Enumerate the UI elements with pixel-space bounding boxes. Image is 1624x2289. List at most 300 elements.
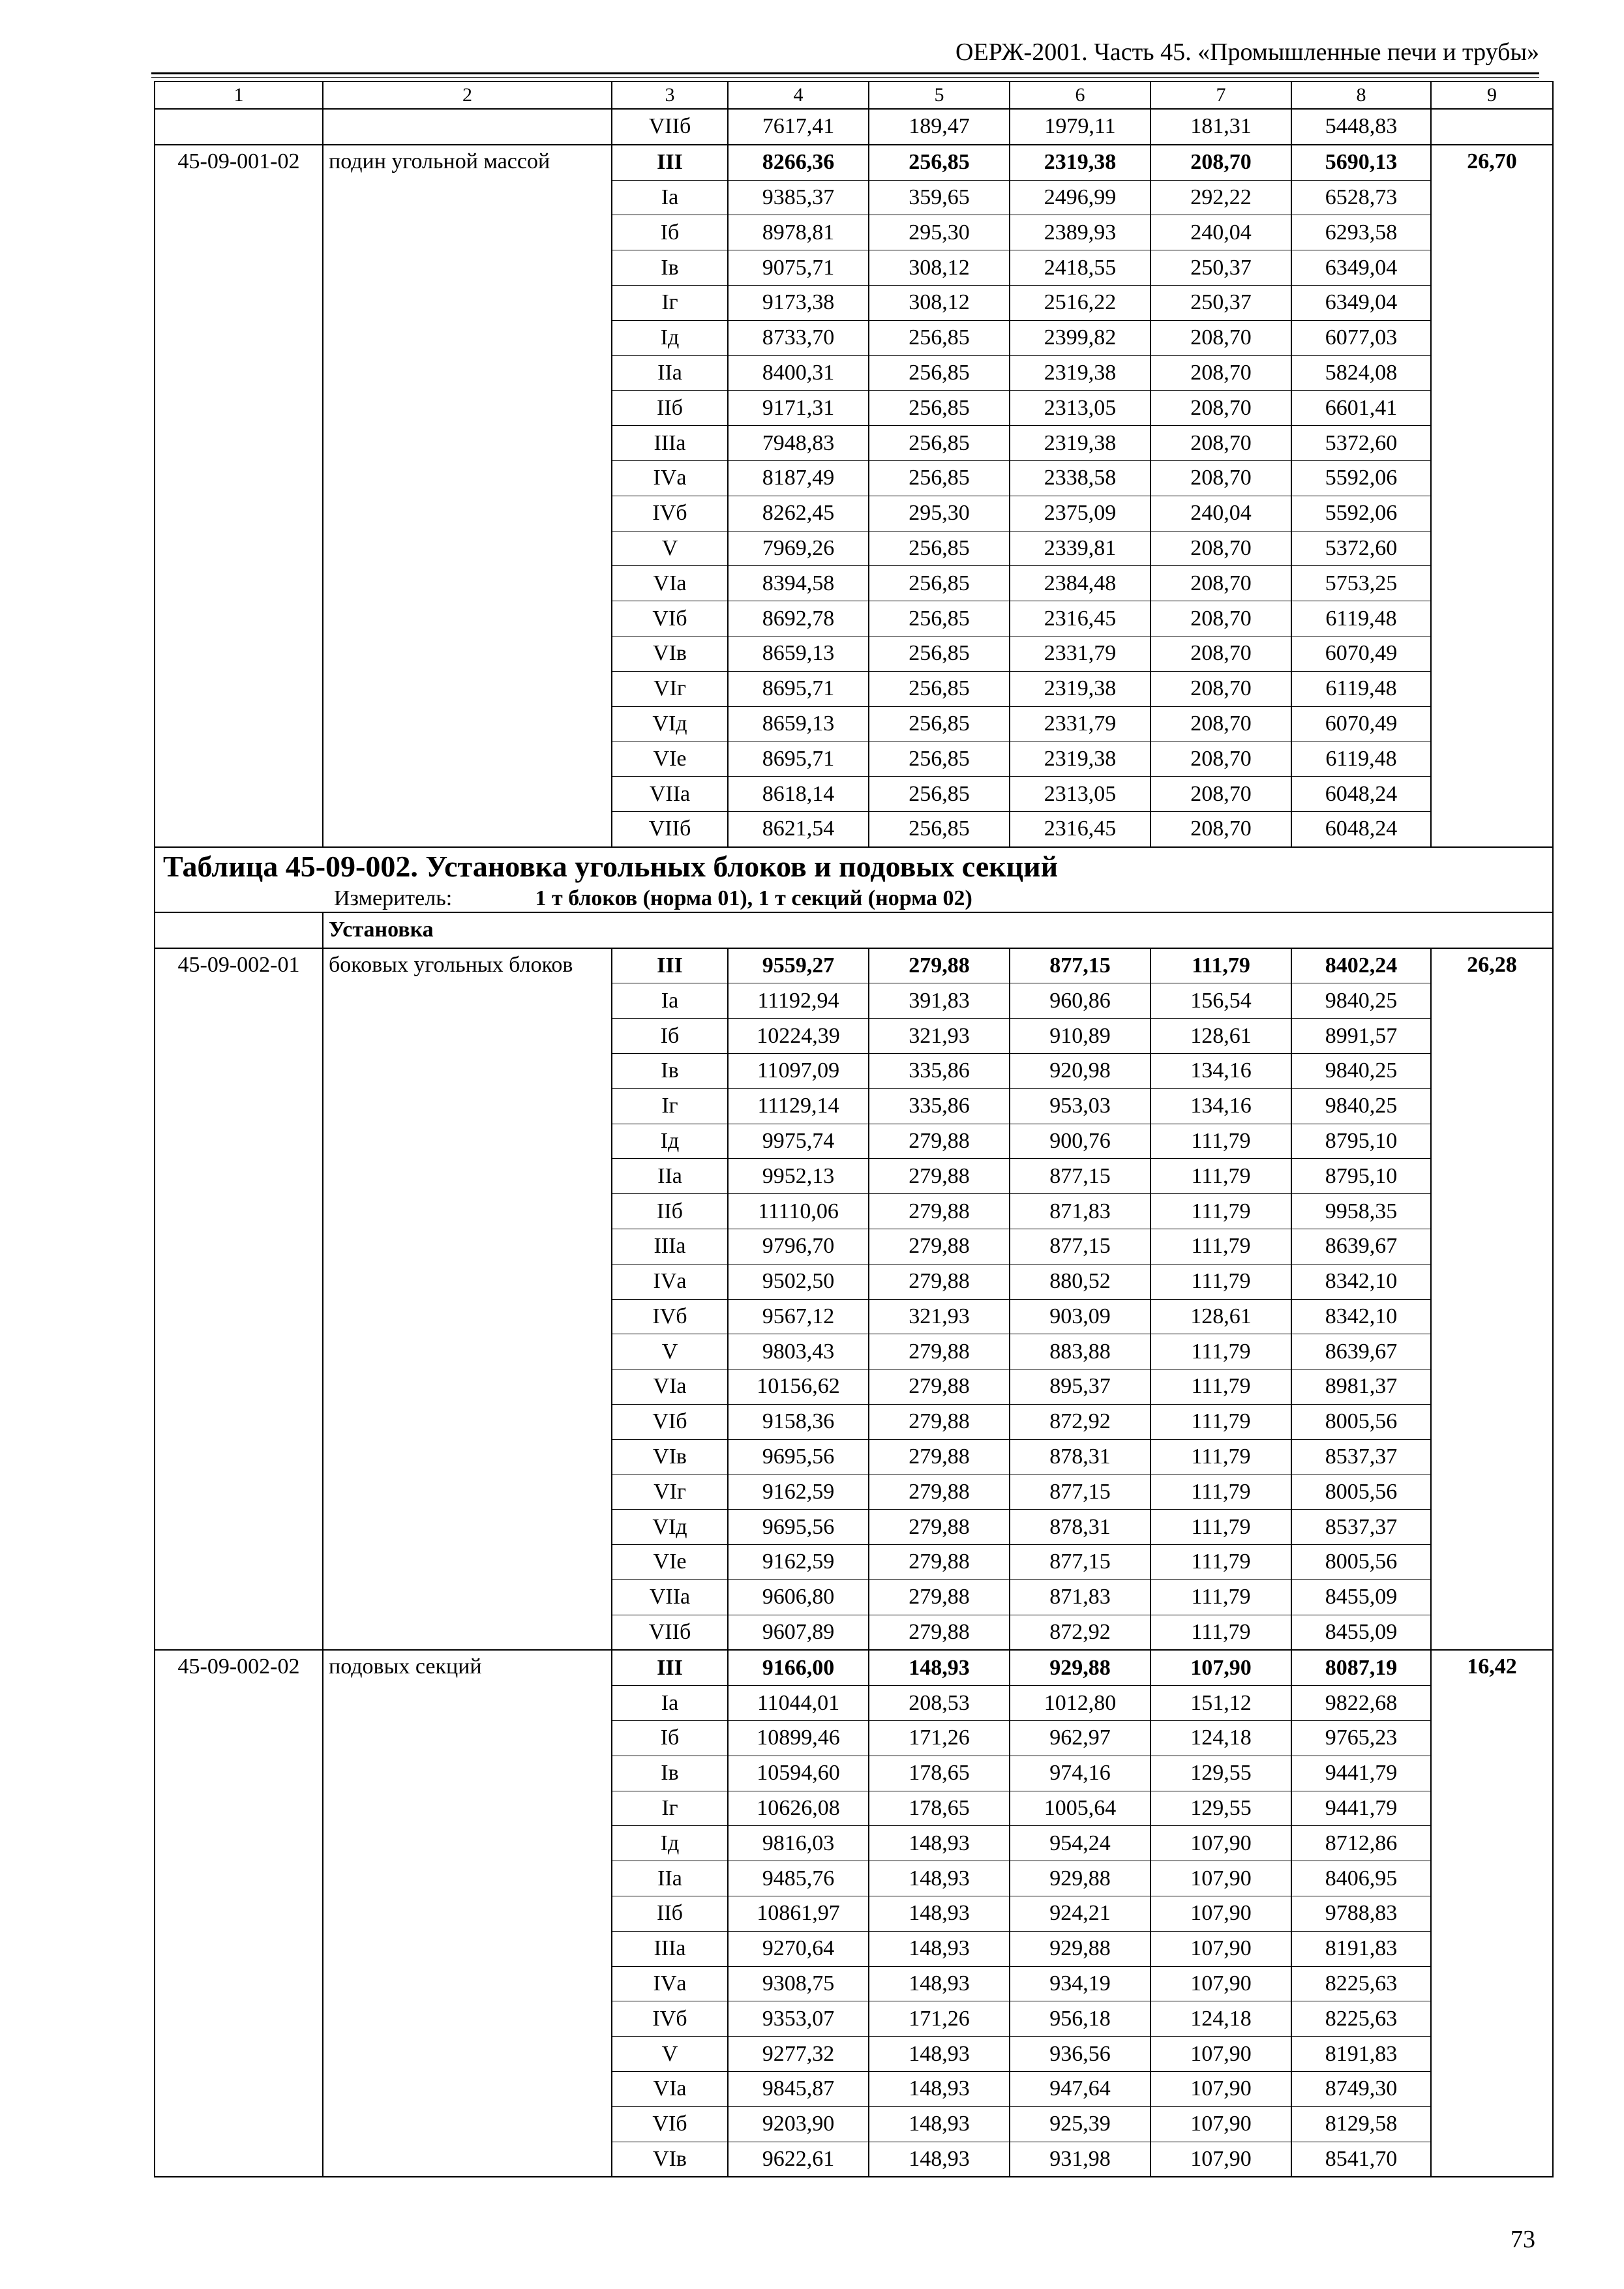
cell-value: 208,70	[1150, 671, 1291, 706]
cell-value: 2375,09	[1010, 496, 1150, 531]
rate-name: боковых угольных блоков	[323, 948, 612, 983]
cell-value: 10594,60	[728, 1756, 869, 1791]
cell-value: 250,37	[1150, 285, 1291, 320]
cell-value: 208,70	[1150, 460, 1291, 496]
cell-value: 256,85	[869, 145, 1010, 180]
table-row	[155, 531, 1553, 566]
cell-value: 208,70	[1150, 706, 1291, 741]
cell-value: 128,61	[1150, 1019, 1291, 1054]
cell-value: 960,86	[1010, 983, 1150, 1019]
cell-total: 16,42	[1431, 1650, 1553, 1685]
table-row	[155, 1124, 1553, 1159]
col-num: 8	[1291, 82, 1431, 109]
cell-value: 5592,06	[1291, 460, 1431, 496]
cell-value: 2313,05	[1010, 777, 1150, 812]
cell-value: 256,85	[869, 426, 1010, 461]
cell-value: 8695,71	[728, 671, 869, 706]
cell-value: 11097,09	[728, 1053, 869, 1088]
cell-value: 279,88	[869, 1264, 1010, 1299]
cell-value: 2319,38	[1010, 426, 1150, 461]
cell-value: 124,18	[1150, 2001, 1291, 2037]
table-row	[155, 671, 1553, 706]
cell-value: 9803,43	[728, 1334, 869, 1369]
cell-value: 900,76	[1010, 1124, 1150, 1159]
cell-value: 256,85	[869, 636, 1010, 671]
cell-class: VIг	[612, 671, 728, 706]
table-row	[155, 355, 1553, 391]
cell-value: 910,89	[1010, 1019, 1150, 1054]
cell-value: 208,70	[1150, 636, 1291, 671]
cell-value: 111,79	[1150, 1510, 1291, 1545]
cell-value: 111,79	[1150, 1264, 1291, 1299]
cell-value: 9765,23	[1291, 1721, 1431, 1756]
cell-value: 2399,82	[1010, 320, 1150, 355]
cell-value: 6528,73	[1291, 180, 1431, 215]
cell-value: 8455,09	[1291, 1579, 1431, 1615]
cell-value: 2384,48	[1010, 566, 1150, 601]
cell-class: Iг	[612, 1791, 728, 1826]
table-row	[155, 1791, 1553, 1826]
cell-class: IVа	[612, 460, 728, 496]
cell-value: 2319,38	[1010, 671, 1150, 706]
cell-value: 2418,55	[1010, 250, 1150, 286]
table-row	[155, 1579, 1553, 1615]
cell-class: III	[612, 145, 728, 180]
table-row	[155, 1299, 1553, 1334]
cell-value: 931,98	[1010, 2142, 1150, 2177]
cell-value: 925,39	[1010, 2106, 1150, 2142]
cell-value: 9816,03	[728, 1826, 869, 1861]
cell-class: Iв	[612, 1053, 728, 1088]
cell-value: 279,88	[869, 1579, 1010, 1615]
cell-value: 934,19	[1010, 1966, 1150, 2001]
cell-value: 335,86	[869, 1053, 1010, 1088]
cell-value: 877,15	[1010, 1159, 1150, 1194]
rate-code: 45-09-002-01	[155, 948, 323, 983]
cell-value: 208,70	[1150, 811, 1291, 846]
cell-value: 8991,57	[1291, 1019, 1431, 1054]
cell-value: 974,16	[1010, 1756, 1150, 1791]
cell-value: 8621,54	[728, 811, 869, 846]
cell-value: 6119,48	[1291, 601, 1431, 636]
section-row	[155, 912, 1553, 948]
table-row	[155, 1404, 1553, 1439]
cell-value: 9822,68	[1291, 1686, 1431, 1721]
cell-value: 256,85	[869, 811, 1010, 846]
cell-value: 279,88	[869, 1474, 1010, 1510]
cell-value: 148,93	[869, 1896, 1010, 1932]
table-row	[155, 1229, 1553, 1264]
measure-label: Измеритель:	[334, 886, 453, 910]
cell-class: VIв	[612, 636, 728, 671]
cell-value: 6048,24	[1291, 777, 1431, 812]
cell-value: 148,93	[869, 2037, 1010, 2072]
cell-value: 111,79	[1150, 1579, 1291, 1615]
cell-value: 240,04	[1150, 215, 1291, 250]
cell-value: 8795,10	[1291, 1159, 1431, 1194]
cell-value: 936,56	[1010, 2037, 1150, 2072]
header-rule-thin	[151, 77, 1539, 78]
cell-value: 279,88	[869, 1510, 1010, 1545]
cell-value: 6048,24	[1291, 811, 1431, 846]
table-row	[155, 1861, 1553, 1896]
cell-value: 208,70	[1150, 566, 1291, 601]
cell-class: Iа	[612, 1686, 728, 1721]
cell-value: 148,93	[869, 2106, 1010, 2142]
cell-class: IIа	[612, 355, 728, 391]
cell-value: 8978,81	[728, 215, 869, 250]
cell-value: 148,93	[869, 1826, 1010, 1861]
table-row	[155, 1545, 1553, 1580]
cell-value: 8659,13	[728, 636, 869, 671]
cell-value: 111,79	[1150, 1369, 1291, 1405]
cell-class: IIа	[612, 1159, 728, 1194]
cell-value: 279,88	[869, 1194, 1010, 1229]
cell-value: 9952,13	[728, 1159, 869, 1194]
cell-value: 9607,89	[728, 1615, 869, 1650]
cell-total: 26,28	[1431, 948, 1553, 983]
table-row	[155, 811, 1553, 846]
cell-value: 929,88	[1010, 1931, 1150, 1966]
cell-value: 877,15	[1010, 1474, 1150, 1510]
cell-value: 5372,60	[1291, 426, 1431, 461]
cell-class: Iд	[612, 1124, 728, 1159]
cell-value: 8394,58	[728, 566, 869, 601]
table-row	[155, 426, 1553, 461]
cell-class: IIб	[612, 391, 728, 426]
cell-value: 880,52	[1010, 1264, 1150, 1299]
cell-value: 111,79	[1150, 1229, 1291, 1264]
page-header: ОЕРЖ-2001. Часть 45. «Промышленные печи и трубы»	[955, 38, 1539, 66]
table-row	[155, 1650, 1553, 1685]
cell-value: 5690,13	[1291, 145, 1431, 180]
cell-value: 9353,07	[728, 2001, 869, 2037]
cell-value: 947,64	[1010, 2072, 1150, 2107]
table-row	[155, 1053, 1553, 1088]
cell-class: Iа	[612, 983, 728, 1019]
cell-class: VIг	[612, 1474, 728, 1510]
cell-value: 929,88	[1010, 1650, 1150, 1685]
cell-value: 111,79	[1150, 1194, 1291, 1229]
cell-value: 256,85	[869, 566, 1010, 601]
cell-value: 107,90	[1150, 2106, 1291, 2142]
cell-value: 156,54	[1150, 983, 1291, 1019]
cell-value: 148,93	[869, 2142, 1010, 2177]
cell-value: 111,79	[1150, 1159, 1291, 1194]
cell-value: 9975,74	[728, 1124, 869, 1159]
cell-value: 10899,46	[728, 1721, 869, 1756]
cell-value: 111,79	[1150, 1545, 1291, 1580]
cell-value: 9270,64	[728, 1931, 869, 1966]
cell-value: 128,61	[1150, 1299, 1291, 1334]
cell-value: 321,93	[869, 1299, 1010, 1334]
cell-value: 878,31	[1010, 1439, 1150, 1474]
cell-class: Iв	[612, 1756, 728, 1791]
cell-value: 148,93	[869, 1931, 1010, 1966]
cell-value: 107,90	[1150, 2037, 1291, 2072]
cell-value: 8266,36	[728, 145, 869, 180]
cell-class: V	[612, 2037, 728, 2072]
cell-value: 308,12	[869, 250, 1010, 286]
cell-total: 26,70	[1431, 145, 1553, 180]
cell-class: VIIб	[612, 1615, 728, 1650]
table-row	[155, 320, 1553, 355]
cell-value: 391,83	[869, 983, 1010, 1019]
cell-class: Iа	[612, 180, 728, 215]
cell-value: 8541,70	[1291, 2142, 1431, 2177]
cell-class: VIа	[612, 566, 728, 601]
cell-value: 148,93	[869, 1861, 1010, 1896]
cell-class: IVб	[612, 496, 728, 531]
cell-value: 954,24	[1010, 1826, 1150, 1861]
cell-value: 279,88	[869, 1545, 1010, 1580]
cell-value: 2338,58	[1010, 460, 1150, 496]
cell-value: 11192,94	[728, 983, 869, 1019]
cell-value: 8087,19	[1291, 1650, 1431, 1685]
table-row	[155, 1194, 1553, 1229]
cell-value: 8712,86	[1291, 1826, 1431, 1861]
cell-value: 208,70	[1150, 741, 1291, 777]
cell-value: 335,86	[869, 1088, 1010, 1124]
cell-class: VIа	[612, 2072, 728, 2107]
cell-value: 111,79	[1150, 1124, 1291, 1159]
cell-value: 111,79	[1150, 1474, 1291, 1510]
cell-class: Iб	[612, 1019, 728, 1054]
rate-code: 45-09-002-02	[155, 1650, 323, 1685]
col-num: 4	[728, 82, 869, 109]
cell-value: 8659,13	[728, 706, 869, 741]
cell-value: 171,26	[869, 2001, 1010, 2037]
cell-value: 10224,39	[728, 1019, 869, 1054]
cell-value: 9559,27	[728, 948, 869, 983]
cell-value: 9173,38	[728, 285, 869, 320]
table-row	[155, 496, 1553, 531]
table-row	[155, 636, 1553, 671]
cell-class: IIб	[612, 1194, 728, 1229]
cell-value: 279,88	[869, 1159, 1010, 1194]
col-num: 6	[1010, 82, 1150, 109]
cell-value: 11129,14	[728, 1088, 869, 1124]
col-num: 5	[869, 82, 1010, 109]
cell-value: 107,90	[1150, 1931, 1291, 1966]
cell-value: 8795,10	[1291, 1124, 1431, 1159]
table-row	[155, 983, 1553, 1019]
rate-name: подовых секций	[323, 1650, 612, 1685]
cell-class: VIв	[612, 1439, 728, 1474]
cell-value: 107,90	[1150, 1966, 1291, 2001]
rate-name: подин угольной массой	[323, 145, 612, 180]
cell-value: 8225,63	[1291, 2001, 1431, 2037]
table-row	[155, 706, 1553, 741]
cell-value: 10626,08	[728, 1791, 869, 1826]
cell-class: Iд	[612, 320, 728, 355]
cell-value: 2496,99	[1010, 180, 1150, 215]
cell-class: VIIб	[612, 109, 728, 145]
cell-value: 877,15	[1010, 1229, 1150, 1264]
cell-value: 321,93	[869, 1019, 1010, 1054]
cell-value: 2516,22	[1010, 285, 1150, 320]
cell-value: 5753,25	[1291, 566, 1431, 601]
cell-value: 134,16	[1150, 1088, 1291, 1124]
cell-class: III	[612, 948, 728, 983]
rate-code: 45-09-001-02	[155, 145, 323, 180]
cell-class: V	[612, 1334, 728, 1369]
cell-class: VIIб	[612, 811, 728, 846]
table-row	[155, 1826, 1553, 1861]
cell-value: 256,85	[869, 320, 1010, 355]
cell-value: 107,90	[1150, 1896, 1291, 1932]
cell-value: 208,70	[1150, 777, 1291, 812]
table-row	[155, 1019, 1553, 1054]
table-row	[155, 2142, 1553, 2177]
cell-value: 111,79	[1150, 1334, 1291, 1369]
cell-class: IVа	[612, 1264, 728, 1299]
cell-value: 129,55	[1150, 1756, 1291, 1791]
cell-value: 883,88	[1010, 1334, 1150, 1369]
table-row	[155, 948, 1553, 983]
cell-class: VIв	[612, 2142, 728, 2177]
cell-value: 8342,10	[1291, 1299, 1431, 1334]
cell-value: 6070,49	[1291, 706, 1431, 741]
cell-class: Iб	[612, 215, 728, 250]
cell-class: Iд	[612, 1826, 728, 1861]
cell-class: VIIа	[612, 1579, 728, 1615]
cell-value: 208,70	[1150, 391, 1291, 426]
cell-value: 8225,63	[1291, 1966, 1431, 2001]
cell-value: 962,97	[1010, 1721, 1150, 1756]
cell-value: 6349,04	[1291, 250, 1431, 286]
table-row	[155, 601, 1553, 636]
cell-value: 8005,56	[1291, 1545, 1431, 1580]
cell-value: 250,37	[1150, 250, 1291, 286]
table-row	[155, 285, 1553, 320]
cell-class: IIа	[612, 1861, 728, 1896]
cell-value: 1012,80	[1010, 1686, 1150, 1721]
cell-value: 178,65	[869, 1791, 1010, 1826]
cell-value: 2313,05	[1010, 391, 1150, 426]
cell-class: VIIа	[612, 777, 728, 812]
cell-class: Iг	[612, 1088, 728, 1124]
cell-value: 2319,38	[1010, 145, 1150, 180]
cell-class: IIIа	[612, 1229, 728, 1264]
cell-value: 107,90	[1150, 1861, 1291, 1896]
cell-value: 8455,09	[1291, 1615, 1431, 1650]
table-row	[155, 741, 1553, 777]
cell-value: 11044,01	[728, 1686, 869, 1721]
table-row	[155, 1756, 1553, 1791]
cell-class: VIб	[612, 601, 728, 636]
cell-value: 9203,90	[728, 2106, 869, 2142]
cell-class: VIд	[612, 706, 728, 741]
table-row	[155, 1966, 1553, 2001]
cell-value: 8342,10	[1291, 1264, 1431, 1299]
cell-value: 107,90	[1150, 1650, 1291, 1685]
cell-value: 6293,58	[1291, 215, 1431, 250]
cell-value: 124,18	[1150, 1721, 1291, 1756]
cell-value: 9162,59	[728, 1545, 869, 1580]
cell-value: 895,37	[1010, 1369, 1150, 1405]
table-row	[155, 215, 1553, 250]
cell-value: 9441,79	[1291, 1791, 1431, 1826]
cell-value: 208,70	[1150, 601, 1291, 636]
table-row	[155, 460, 1553, 496]
cell-value: 256,85	[869, 741, 1010, 777]
cell-value: 295,30	[869, 496, 1010, 531]
cell-value: 208,70	[1150, 320, 1291, 355]
cell-value: 148,93	[869, 1650, 1010, 1685]
table-title-row	[155, 847, 1553, 912]
cell-value: 8695,71	[728, 741, 869, 777]
cell-value: 872,92	[1010, 1404, 1150, 1439]
cell-value: 9166,00	[728, 1650, 869, 1685]
cell-value: 9485,76	[728, 1861, 869, 1896]
cell-value: 256,85	[869, 391, 1010, 426]
table-row	[155, 250, 1553, 286]
cell-value: 8187,49	[728, 460, 869, 496]
cell-class: IIIа	[612, 426, 728, 461]
cell-value: 2389,93	[1010, 215, 1150, 250]
table-row	[155, 2072, 1553, 2107]
cell-value: 8639,67	[1291, 1229, 1431, 1264]
cell-value: 871,83	[1010, 1579, 1150, 1615]
rates-table	[154, 81, 1554, 2177]
cell-value: 256,85	[869, 706, 1010, 741]
cell-value: 107,90	[1150, 2072, 1291, 2107]
cell-value: 8402,24	[1291, 948, 1431, 983]
cell-value: 148,93	[869, 1966, 1010, 2001]
cell-value: 181,31	[1150, 109, 1291, 145]
cell-value: 5372,60	[1291, 531, 1431, 566]
table-row	[155, 1686, 1553, 1721]
cell-class: IIIа	[612, 1931, 728, 1966]
cell-value: 8733,70	[728, 320, 869, 355]
cell-value: 2319,38	[1010, 355, 1150, 391]
cell-value: 8749,30	[1291, 2072, 1431, 2107]
table-title: Таблица 45-09-002. Установка угольных блоков и подовых секций	[163, 849, 1059, 883]
cell-class: VIд	[612, 1510, 728, 1545]
cell-value: 9622,61	[728, 2142, 869, 2177]
cell-value: 308,12	[869, 285, 1010, 320]
cell-value: 8129,58	[1291, 2106, 1431, 2142]
cell-value: 279,88	[869, 1615, 1010, 1650]
cell-value: 9788,83	[1291, 1896, 1431, 1932]
cell-value: 9567,12	[728, 1299, 869, 1334]
cell-value: 8005,56	[1291, 1474, 1431, 1510]
cell-value: 6119,48	[1291, 741, 1431, 777]
table-row	[155, 1088, 1553, 1124]
cell-value: 107,90	[1150, 2142, 1291, 2177]
cell-value: 9840,25	[1291, 1053, 1431, 1088]
cell-value: 871,83	[1010, 1194, 1150, 1229]
cell-value: 1005,64	[1010, 1791, 1150, 1826]
cell-value: 279,88	[869, 1369, 1010, 1405]
cell-value: 178,65	[869, 1756, 1010, 1791]
cell-class: IVб	[612, 1299, 728, 1334]
cell-value: 8406,95	[1291, 1861, 1431, 1896]
cell-value: 8537,37	[1291, 1510, 1431, 1545]
cell-value: 9695,56	[728, 1439, 869, 1474]
table-row	[155, 1721, 1553, 1756]
cell-value: 208,70	[1150, 531, 1291, 566]
cell-value: 9840,25	[1291, 983, 1431, 1019]
cell-value: 903,09	[1010, 1299, 1150, 1334]
cell-value: 7948,83	[728, 426, 869, 461]
cell-class: V	[612, 531, 728, 566]
section-heading: Установка	[323, 912, 1553, 948]
cell-value: 9277,32	[728, 2037, 869, 2072]
cell-value: 8191,83	[1291, 2037, 1431, 2072]
cell-value: 171,26	[869, 1721, 1010, 1756]
